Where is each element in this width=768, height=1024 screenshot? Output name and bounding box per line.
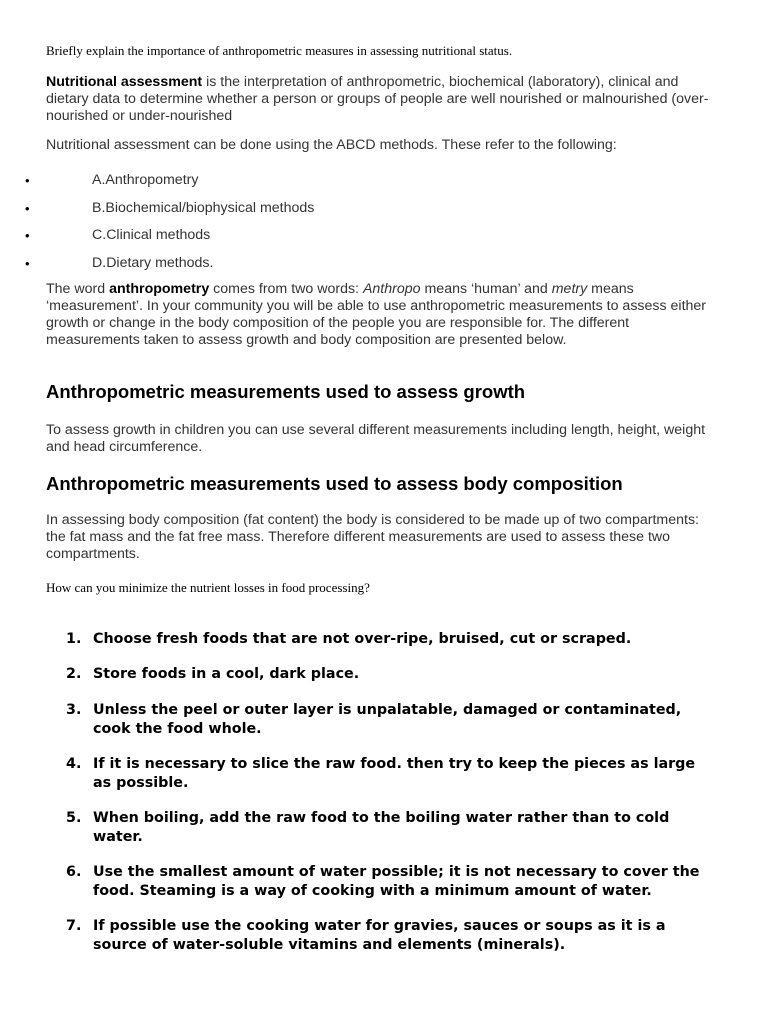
step-text: Store foods in a cool, dark place. — [93, 666, 360, 682]
step-number: 1. — [66, 631, 82, 647]
step-number: 3. — [66, 702, 82, 718]
bullet-icon: • — [25, 200, 30, 216]
term-metry: metry — [551, 281, 588, 297]
body-composition-heading: Anthropometric measurements used to assess body composition — [46, 473, 623, 494]
abcd-intro: Nutritional assessment can be done using the ABCD methods. These refer to the following: — [46, 137, 617, 153]
list-item-text: A.Anthropometry — [92, 172, 199, 188]
intro-term: Nutritional assessment — [46, 74, 203, 90]
intro-text: is the interpretation of anthropometric, biochemical (laboratory), clinical and dietary data to determine whether a person or groups of people are well nourished or malnourished (over-nourished or under-nourished — [46, 74, 709, 124]
text-run: The word — [46, 281, 110, 297]
step-text: Use the smallest amount of water possible; it is not necessary to cover the food. Steaming is a way of cooking with a minimum amount of water. — [93, 864, 700, 899]
question-2: How can you minimize the nutrient losses in food processing? — [46, 580, 370, 595]
list-item-text: D.Dietary methods. — [92, 254, 214, 271]
term-anthropometry: anthropometry — [109, 281, 210, 297]
intro-paragraph — [46, 74, 722, 125]
step-text: When boiling, add the raw food to the boiling water rather than to cold water. — [93, 810, 670, 845]
text-run: means ‘human’ and — [420, 281, 552, 297]
text-run: means ‘measurement’. In your community you will be able to use anthropometric measurements to assess either growth or change in the body composition of the people you are responsible for. The different measurements taken to assess growth and body composition are presented below. — [46, 281, 707, 348]
growth-paragraph: To assess growth in children you can use several different measurements including length, height, weight and head circumference. — [46, 422, 706, 455]
growth-heading: Anthropometric measurements used to assess growth — [46, 381, 526, 402]
text-run: comes from two words: — [209, 281, 363, 297]
bullet-icon: • — [25, 255, 30, 271]
step-number: 6. — [66, 864, 82, 880]
bullet-icon: • — [25, 173, 30, 188]
step-text: If possible use the cooking water for gravies, sauces or soups as it is a source of water-soluble vitamins and elements (minerals). — [93, 918, 666, 953]
step-text: If it is necessary to slice the raw food. then try to keep the pieces as large as possible. — [93, 756, 696, 791]
term-anthropo: Anthropo — [362, 281, 421, 297]
step-text: Unless the peel or outer layer is unpalatable, damaged or contaminated, cook the food whole. — [93, 702, 682, 737]
step-text: Choose fresh foods that are not over-ripe, bruised, cut or scraped. — [93, 631, 632, 647]
bullet-icon: • — [25, 228, 30, 243]
question-1: Briefly explain the importance of anthropometric measures in assessing nutritional status. — [46, 43, 513, 58]
list-item-text: B.Biochemical/biophysical methods — [92, 199, 315, 216]
body-composition-paragraph: In assessing body composition (fat content) the body is considered to be made up of two compartments: the fat mass and the fat free mass. Therefore different measurements are used to assess these two compartments. — [46, 512, 699, 562]
step-number: 4. — [66, 756, 82, 772]
list-item-text: C.Clinical methods — [92, 227, 211, 243]
step-number: 7. — [66, 918, 82, 934]
step-number: 5. — [66, 810, 82, 826]
anthropometry-paragraph — [46, 281, 722, 349]
step-number: 2. — [66, 666, 82, 682]
